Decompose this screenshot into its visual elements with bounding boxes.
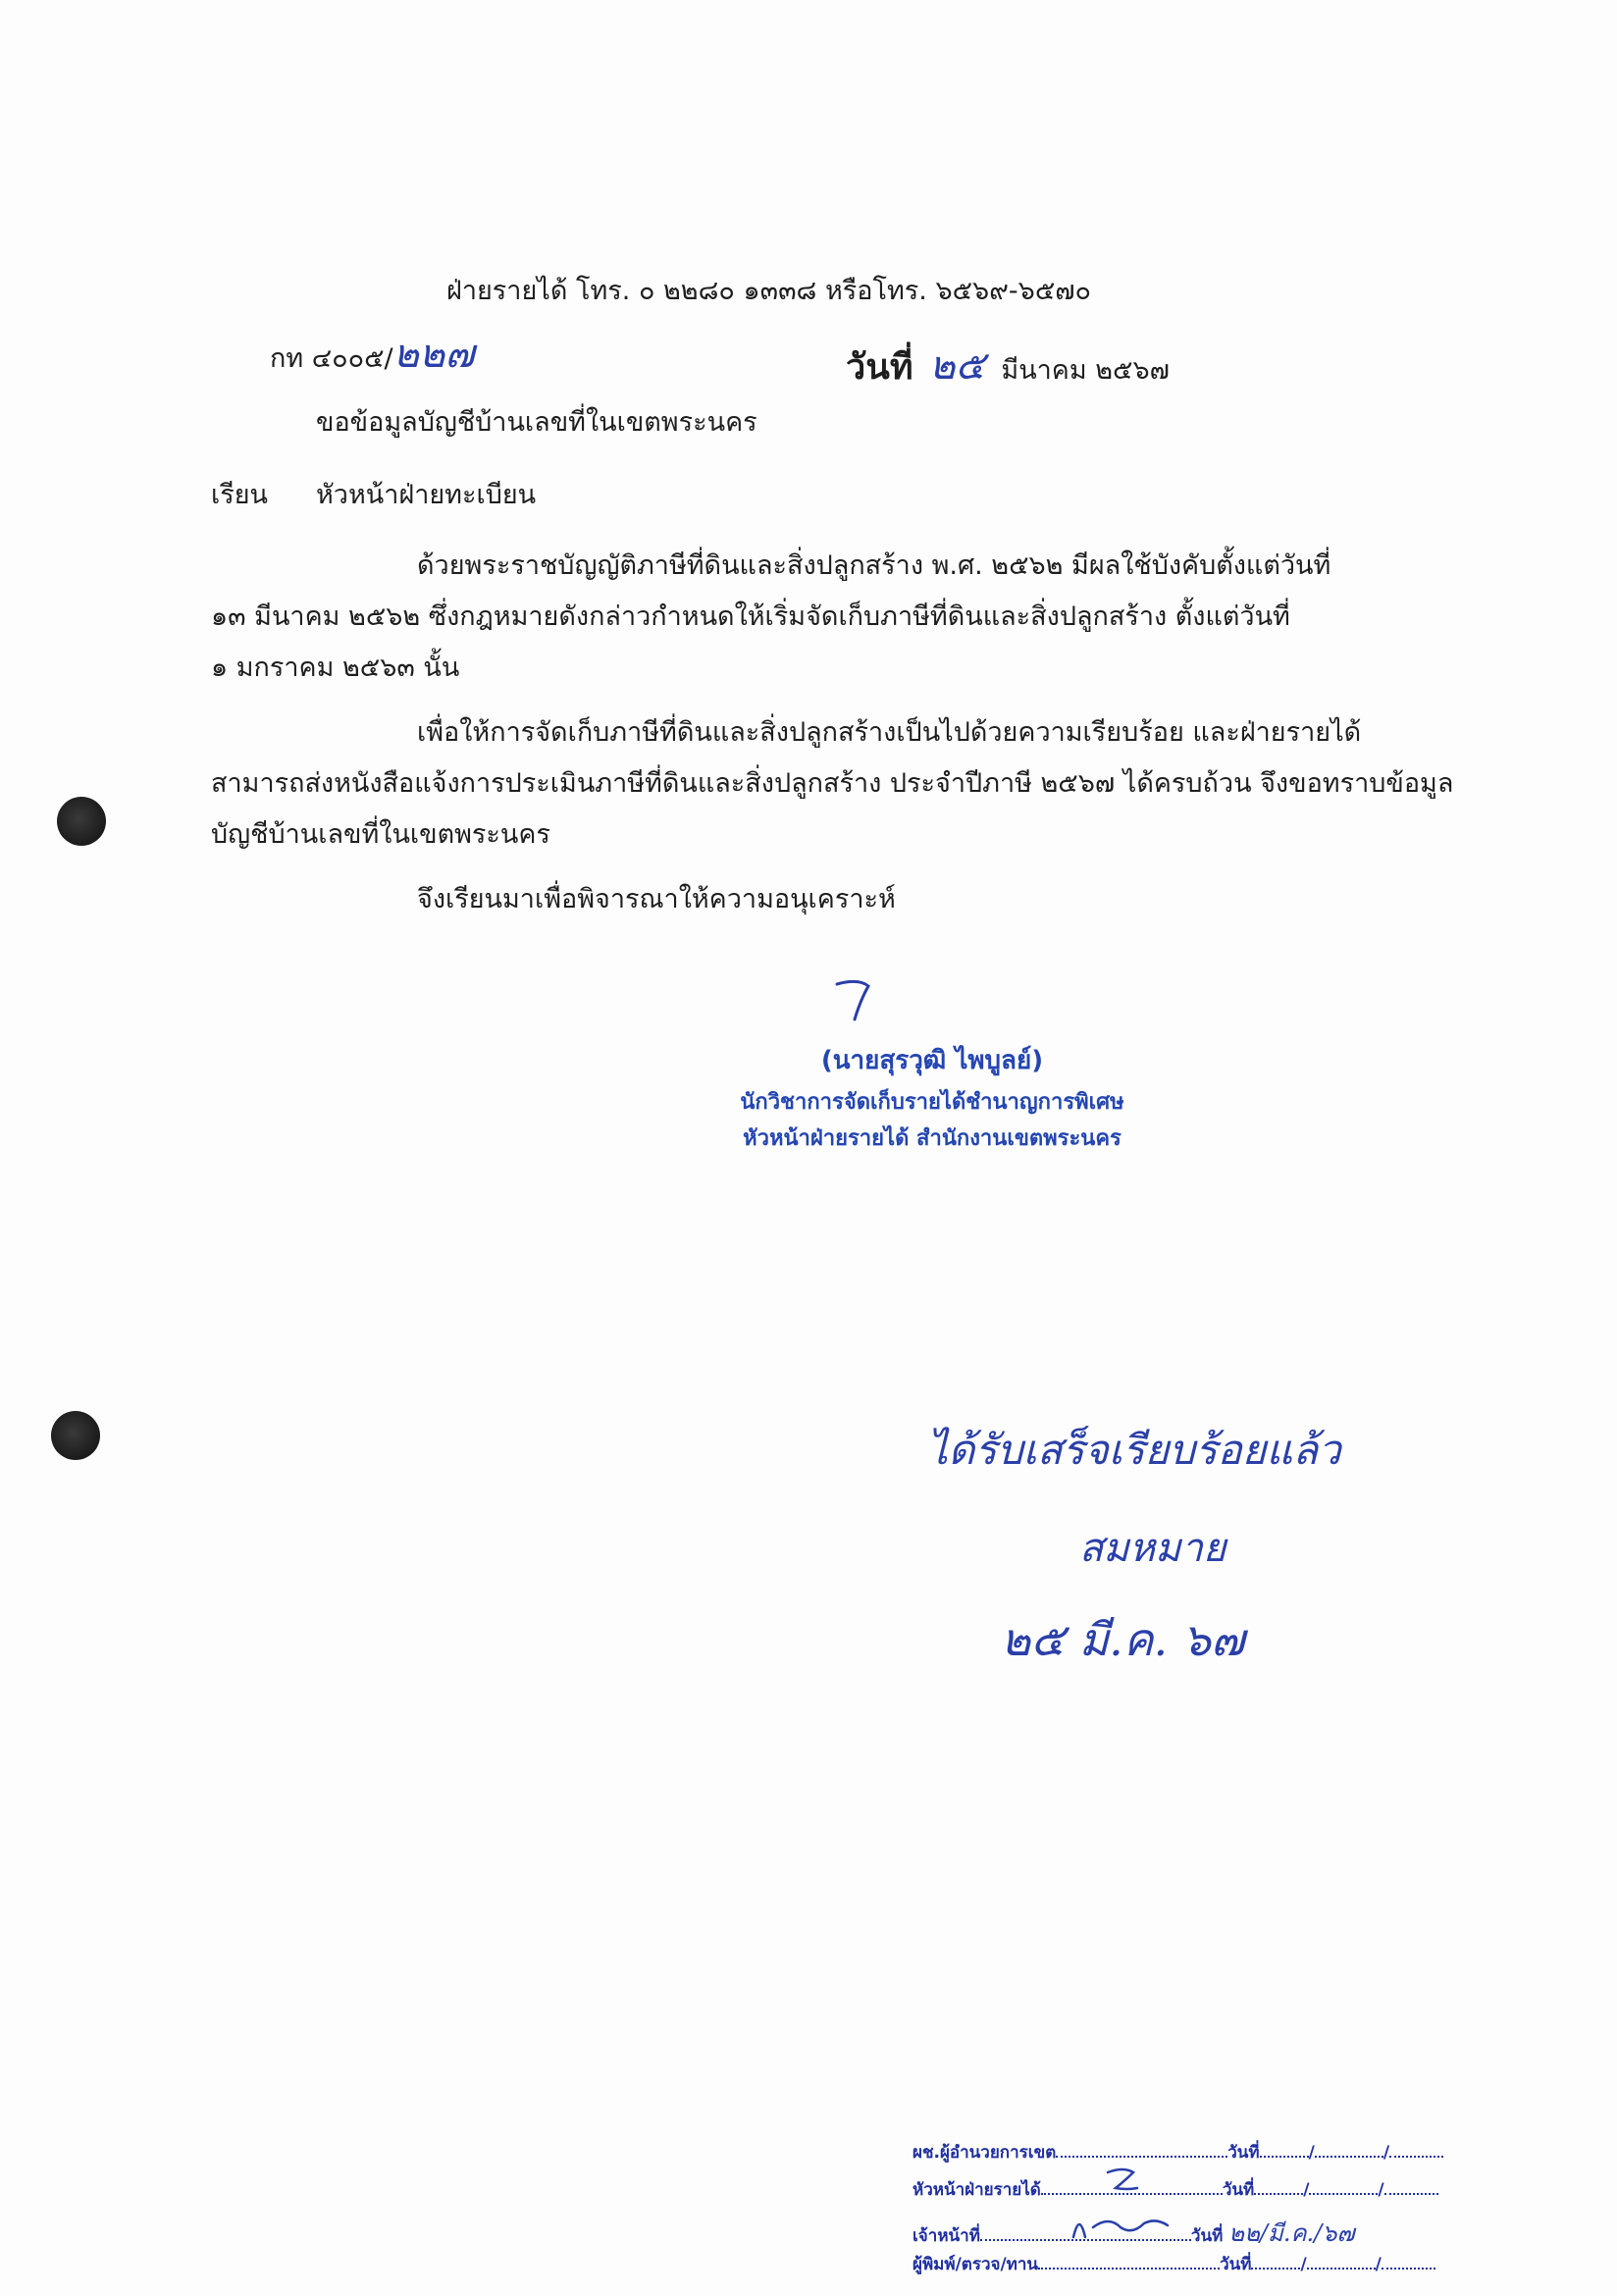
salutation-recipient: หัวหน้าฝ่ายทะเบียน — [316, 480, 537, 510]
stamp-label-officer: เจ้าหน้าที่ — [913, 2226, 980, 2246]
signer-name: (นายสุรวุฒิ ไพบูลย์) — [820, 1046, 1044, 1075]
closing-line: จึงเรียนมาเพื่อพิจารณาให้ความอนุเคราะห์ — [417, 884, 896, 914]
document-number-prefix: กท ๔๐๐๕/ — [270, 343, 393, 374]
phone-line: ฝ่ายรายได้ โทร. ๐ ๒๒๘๐ ๑๓๓๘ หรือโทร. ๖๕๖๙-๖๕๗๐ — [446, 276, 1092, 306]
paragraph-2-line-2: สามารถส่งหนังสือแจ้งการประเมินภาษีที่ดินและสิ่งปลูกสร้าง ประจำปีภาษี ๒๕๖๗ ได้ครบถ้วน จึงขอทราบข้อมูล — [211, 768, 1454, 799]
document-date — [846, 334, 1170, 396]
paragraph-2-line-3: บัญชีบ้านเลขที่ในเขตพระนคร — [211, 819, 550, 850]
handwritten-note-signature: สมหมาย — [1079, 1526, 1226, 1571]
date-label: วันที่ — [846, 347, 913, 388]
subject: ขอข้อมูลบัญชีบ้านเลขที่ในเขตพระนคร — [316, 407, 757, 438]
punch-hole-bottom — [51, 1411, 100, 1460]
paragraph-2-line-1: เพื่อให้การจัดเก็บภาษีที่ดินและสิ่งปลูกสร้างเป็นไปด้วยความเรียบร้อย และฝ่ายรายได้ — [417, 717, 1362, 748]
signer-position-2: หัวหน้าฝ่ายรายได้ สำนักงานเขตพระนคร — [743, 1126, 1121, 1151]
date-day-handwritten: ๒๕ — [929, 343, 985, 389]
stamp-initial-mark — [1104, 2166, 1143, 2196]
stamp-row-typist: ผู้พิมพ์/ตรวจ/ทาน วันที่ / / — [913, 2251, 1435, 2277]
document-number — [270, 332, 475, 377]
stamp-label-typist: ผู้พิมพ์/ตรวจ/ทาน — [913, 2255, 1039, 2274]
stamp-row-officer: เจ้าหน้าที่ วันที่ ๒๒/มี.ค./๖๗ — [913, 2219, 1355, 2247]
date-month-year: มีนาคม ๒๕๖๗ — [1001, 355, 1170, 386]
handwritten-note-received: ได้รับเสร็จเรียบร้อยแล้ว — [927, 1426, 1341, 1474]
stamp-officer-date-handwritten: ๒๒/มี.ค./๖๗ — [1228, 2219, 1355, 2247]
stamp-officer-signature — [1069, 2208, 1187, 2247]
document-number-handwritten: ๒๒๗ — [392, 332, 475, 377]
stamp-row-deputy-director: ผช.ผู้อำนวยการเขต วันที่ / / — [913, 2139, 1443, 2166]
signature-mark — [829, 976, 878, 1025]
paragraph-1-line-2: ๑๓ มีนาคม ๒๕๖๒ ซึ่งกฎหมายดังกล่าวกำหนดให้เริ่มจัดเก็บภาษีที่ดินและสิ่งปลูกสร้าง ตั้งแต่วันที่ — [211, 601, 1290, 632]
salutation-label: เรียน — [211, 480, 269, 510]
stamp-label-revenue-head: หัวหน้าฝ่ายรายได้ — [913, 2180, 1041, 2200]
punch-hole-top — [57, 797, 106, 846]
signature-block — [687, 1040, 1177, 1155]
stamp-row-revenue-head: หัวหน้าฝ่ายรายได้ วันที่ / / — [913, 2176, 1438, 2203]
stamp-label-deputy-director: ผช.ผู้อำนวยการเขต — [913, 2143, 1057, 2163]
signer-position-1: นักวิชาการจัดเก็บรายได้ชำนาญการพิเศษ — [740, 1090, 1124, 1115]
paragraph-1-line-1: ด้วยพระราชบัญญัติภาษีที่ดินและสิ่งปลูกสร้าง พ.ศ. ๒๕๖๒ มีผลใช้บังคับตั้งแต่วันที่ — [417, 550, 1331, 581]
paragraph-1-line-3: ๑ มกราคม ๒๕๖๓ นั้น — [211, 652, 460, 683]
handwritten-note-date: ๒๕ มี.ค. ๖๗ — [1001, 1613, 1245, 1666]
approval-stamp — [913, 2139, 1531, 2286]
